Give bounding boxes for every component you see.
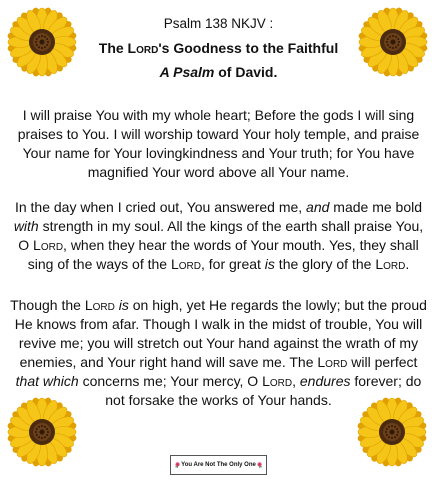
verse-text-segment: Lord: [262, 373, 293, 389]
logo-badge: [170, 455, 267, 475]
verse-paragraph: [8, 106, 429, 182]
verse-text-segment: Lord: [84, 297, 115, 313]
verse-text-segment: In the day when I cried out, You answered me,: [14, 199, 307, 215]
verse-text-segment: Lord: [170, 256, 201, 272]
verse-text-segment: that which: [15, 373, 79, 389]
attribution-rest: of David.: [214, 64, 278, 80]
psalm-attribution: [0, 64, 437, 80]
verse-text-segment: ,: [292, 373, 300, 389]
verse-text-segment: I will praise You with my whole heart; Before the gods I will sing praises to You. I will worship toward Your holy temple, and praise Your name for Your lovingkindness and Your truth; for You have magnified Your word above all Your name.: [17, 107, 420, 180]
verse-text-segment: is: [264, 256, 275, 272]
verse-text-segment: endures: [299, 373, 351, 389]
logo-text: You Are Not The Only One: [181, 462, 256, 468]
verse-text-segment: on high, yet He regards the lowly; but the proud He knows from afar. Though I walk in the midst of trouble, You will revive me; you will stretch out Your hand against the wrath of my enemies, and Your right hand will save me. The: [14, 297, 427, 370]
verse-text-segment: the glory of the: [274, 256, 376, 272]
verse-text-segment: concerns me; Your mercy, O: [78, 373, 263, 389]
rose-icon: [174, 459, 181, 471]
psalm-subtitle: [0, 40, 437, 56]
subtitle-lord: Lord: [127, 40, 159, 56]
subtitle-suffix: 's Goodness to the Faithful: [158, 40, 339, 56]
attribution-italic: A Psalm: [159, 64, 215, 80]
verse-text-segment: strength in my soul. All the kings of the earth shall praise You, O: [18, 218, 424, 253]
verse-text-segment: Lord: [317, 354, 348, 370]
verse-text-segment: Though the: [10, 297, 85, 313]
verse-text-segment: Lord: [33, 237, 64, 253]
verse-text-segment: will perfect: [347, 354, 418, 370]
verse-text-segment: with: [13, 218, 39, 234]
psalm-title: Psalm 138 NKJV :: [163, 16, 274, 31]
verse-text-segment: and: [306, 199, 330, 215]
verse-text-segment: made me bold: [329, 199, 423, 215]
verse-text-segment: Lord: [375, 256, 406, 272]
rose-icon: [256, 459, 263, 471]
verse-text-segment: .: [405, 256, 410, 272]
verse-text-segment: is: [118, 297, 129, 313]
verse-paragraph: [8, 198, 429, 274]
verse-paragraph: [8, 296, 429, 410]
verse-text-segment: , when they hear the words of Your mouth. Yes, they shall sing of the ways of the: [27, 237, 419, 272]
subtitle-prefix: The: [98, 40, 128, 56]
verse-text-segment: , for great: [200, 256, 265, 272]
verse-text-segment: forever; do not forsake the works of Your hands.: [105, 373, 422, 408]
